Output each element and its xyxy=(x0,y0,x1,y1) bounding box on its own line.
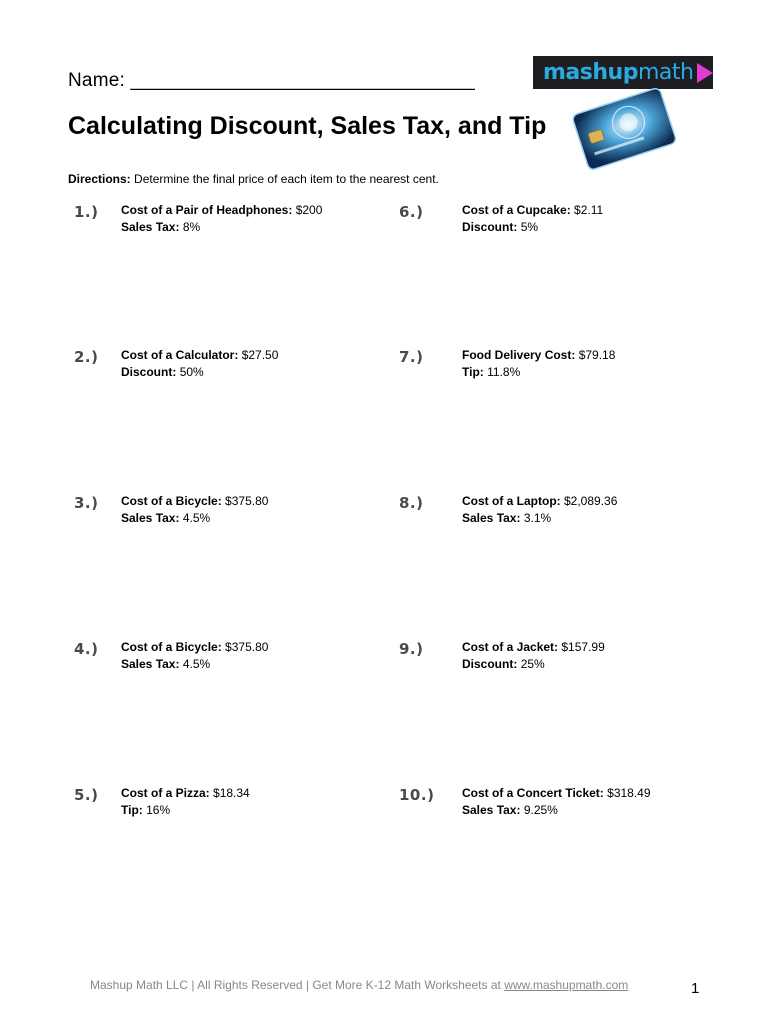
problem-label: Tip: xyxy=(462,365,484,379)
problem-label: Cost of a Laptop: xyxy=(462,494,561,508)
logo-text: mashupmath xyxy=(543,60,694,85)
problem-value: 16% xyxy=(146,803,171,817)
problem-number: 2.) xyxy=(74,348,99,366)
directions-label: Directions: xyxy=(68,172,131,186)
problem-number: 9.) xyxy=(399,640,424,658)
credit-card-icon xyxy=(568,80,680,176)
problem-number: 10.) xyxy=(399,786,435,804)
problem-value: $2,089.36 xyxy=(564,494,618,508)
footer-text: Mashup Math LLC | All Rights Reserved | Get More K-12 Math Worksheets at xyxy=(90,978,501,992)
problem-label: Food Delivery Cost: xyxy=(462,348,576,362)
problem-value: 5% xyxy=(520,220,539,234)
problem-number: 1.) xyxy=(74,203,99,221)
problem-value: 8% xyxy=(182,220,201,234)
footer-link[interactable]: www.mashupmath.com xyxy=(504,978,629,992)
problem-value: $375.80 xyxy=(225,640,269,654)
problem-value: 3.1% xyxy=(523,511,552,525)
name-blank[interactable]: ________________________________ xyxy=(130,70,475,91)
problem-label: Sales Tax: xyxy=(462,803,521,817)
problem-value: 4.5% xyxy=(182,511,211,525)
problem-number: 6.) xyxy=(399,203,424,221)
problem-value: 50% xyxy=(179,365,204,379)
directions xyxy=(68,172,439,186)
problem-label: Discount: xyxy=(121,365,177,379)
problem-value: $157.99 xyxy=(561,640,605,654)
problem-value: $200 xyxy=(295,203,323,217)
page-number: 1 xyxy=(691,980,700,997)
problem-label: Cost of a Calculator: xyxy=(121,348,239,362)
problem-value: 25% xyxy=(520,657,545,671)
problem-label: Sales Tax: xyxy=(121,657,180,671)
name-label: Name: xyxy=(68,70,125,91)
problem-label: Cost of a Cupcake: xyxy=(462,203,571,217)
problem-value: 9.25% xyxy=(523,803,558,817)
problem-label: Tip: xyxy=(121,803,143,817)
play-icon xyxy=(697,63,713,83)
problem-number: 8.) xyxy=(399,494,424,512)
problem-label: Cost of a Bicycle: xyxy=(121,640,222,654)
problem-number: 7.) xyxy=(399,348,424,366)
problem-label: Cost of a Pair of Headphones: xyxy=(121,203,293,217)
page-title: Calculating Discount, Sales Tax, and Tip xyxy=(68,112,547,140)
problem-value: $2.11 xyxy=(574,203,604,217)
problem-label: Sales Tax: xyxy=(121,511,180,525)
problem-number: 5.) xyxy=(74,786,99,804)
problem-label: Cost of a Concert Ticket: xyxy=(462,786,604,800)
name-field[interactable] xyxy=(68,70,475,92)
problem-label: Sales Tax: xyxy=(121,220,180,234)
problem-label: Cost of a Pizza: xyxy=(121,786,210,800)
problem-value: $27.50 xyxy=(241,348,279,362)
problem-value: $79.18 xyxy=(578,348,616,362)
problem-value: 4.5% xyxy=(182,657,211,671)
problem-label: Cost of a Jacket: xyxy=(462,640,559,654)
problem-value: $18.34 xyxy=(213,786,250,800)
problem-value: $375.80 xyxy=(225,494,269,508)
problem-value: $318.49 xyxy=(607,786,651,800)
problem-value: 11.8% xyxy=(487,365,521,379)
problem-number: 3.) xyxy=(74,494,99,512)
problem-label: Sales Tax: xyxy=(462,511,521,525)
directions-text: Determine the final price of each item to the nearest cent. xyxy=(134,172,439,186)
problem-number: 4.) xyxy=(74,640,99,658)
footer xyxy=(90,978,628,992)
problem-label: Discount: xyxy=(462,220,518,234)
problem-label: Cost of a Bicycle: xyxy=(121,494,222,508)
problem-label: Discount: xyxy=(462,657,518,671)
